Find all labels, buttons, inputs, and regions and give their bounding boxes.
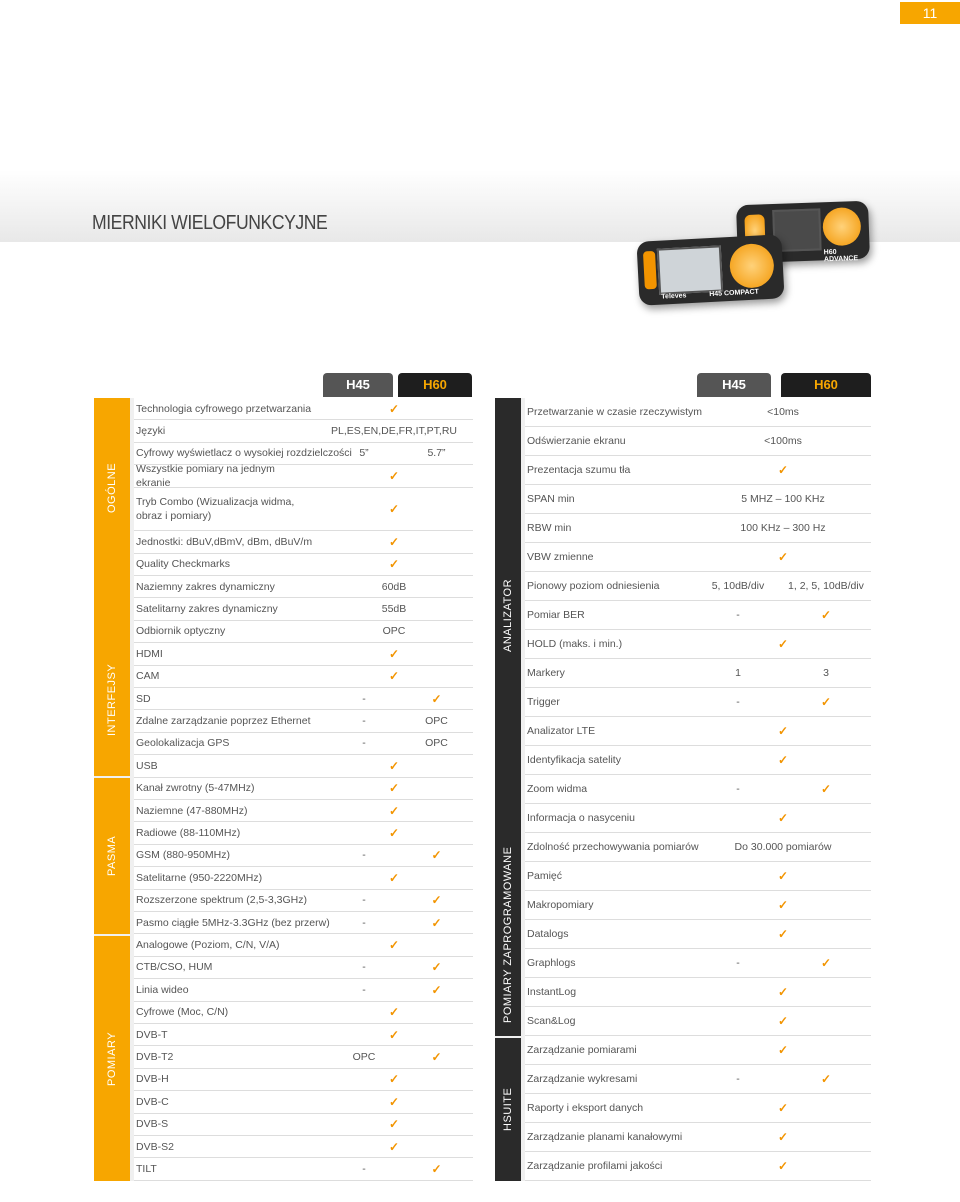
left-row-h45: - bbox=[362, 849, 366, 862]
left-row-label: Cyfrowy wyświetlacz o wysokiej rozdzielczości bbox=[136, 447, 352, 460]
right-row-value: <10ms bbox=[767, 406, 799, 418]
right-row bbox=[525, 920, 871, 949]
right-row-value: ✓ bbox=[777, 811, 789, 825]
right-row bbox=[525, 717, 871, 746]
right-row-value: ✓ bbox=[777, 1101, 789, 1115]
left-row-label: Satelitarny zakres dynamiczny bbox=[136, 603, 278, 616]
left-row bbox=[134, 576, 473, 598]
left-row-h45: - bbox=[362, 1163, 366, 1176]
left-row bbox=[134, 666, 473, 688]
left-row-value: ✓ bbox=[388, 557, 400, 572]
left-row-h60: ✓ bbox=[431, 982, 442, 997]
right-row bbox=[525, 572, 871, 601]
left-row bbox=[134, 554, 473, 576]
left-row-value: ✓ bbox=[388, 781, 400, 796]
left-row-value: ✓ bbox=[388, 803, 400, 818]
left-row-h45: OPC bbox=[352, 1051, 376, 1064]
left-row-h60: ✓ bbox=[431, 893, 442, 908]
left-row bbox=[134, 1158, 473, 1180]
right-row-h60: 1, 2, 5, 10dB/div bbox=[788, 580, 864, 592]
left-row-label: DVB-S bbox=[136, 1118, 169, 1131]
left-row bbox=[134, 1024, 473, 1046]
right-row bbox=[525, 1065, 871, 1094]
left-row-h60: OPC bbox=[425, 715, 448, 728]
right-row bbox=[525, 485, 871, 514]
left-row-label: Cyfrowe (Moc, C/N) bbox=[136, 1006, 229, 1019]
left-table bbox=[94, 398, 473, 1181]
device-advance-label: H60 ADVANCE bbox=[823, 248, 859, 264]
left-row-h45: - bbox=[362, 983, 366, 996]
left-row-label: Naziemny zakres dynamiczny bbox=[136, 580, 275, 593]
right-row-label: Trigger bbox=[527, 696, 560, 708]
left-row-h45: - bbox=[362, 715, 366, 728]
left-row bbox=[134, 845, 473, 867]
right-table-body bbox=[525, 398, 871, 1181]
left-row-value: 60dB bbox=[381, 580, 407, 593]
left-row-h45: - bbox=[362, 692, 366, 705]
left-row-value: ✓ bbox=[388, 938, 400, 953]
left-row-label: TILT bbox=[136, 1163, 157, 1176]
left-row bbox=[134, 733, 473, 755]
left-row-value: ✓ bbox=[388, 534, 400, 549]
left-row bbox=[134, 1002, 473, 1024]
left-row-value: ✓ bbox=[388, 669, 400, 684]
right-row-label: Graphlogs bbox=[527, 957, 576, 969]
section-ogolne: OGÓLNE bbox=[94, 398, 130, 578]
right-row-label: VBW zmienne bbox=[527, 551, 594, 563]
left-table-body bbox=[134, 398, 473, 1181]
left-row bbox=[134, 890, 473, 912]
left-row bbox=[134, 420, 473, 442]
right-row bbox=[525, 746, 871, 775]
page-title: MIERNIKI WIELOFUNKCYJNE bbox=[92, 212, 328, 234]
right-row bbox=[525, 659, 871, 688]
left-row-label: DVB-H bbox=[136, 1073, 169, 1086]
right-row bbox=[525, 775, 871, 804]
left-row bbox=[134, 643, 473, 665]
left-row-label: Satelitarne (950-2220MHz) bbox=[136, 871, 263, 884]
left-row bbox=[134, 979, 473, 1001]
left-row-value: 55dB bbox=[381, 603, 407, 616]
left-row bbox=[134, 531, 473, 553]
right-row-label: Pomiar BER bbox=[527, 609, 585, 621]
right-row-value: ✓ bbox=[777, 1043, 789, 1057]
left-row-h45: - bbox=[362, 894, 366, 907]
right-row-value: ✓ bbox=[777, 637, 789, 651]
right-row-h45: - bbox=[736, 696, 740, 708]
right-row-value: ✓ bbox=[777, 463, 789, 477]
left-row-label: Kanał zwrotny (5-47MHz) bbox=[136, 782, 255, 795]
right-row bbox=[525, 456, 871, 485]
left-row-value: ✓ bbox=[388, 1139, 400, 1154]
right-row bbox=[525, 427, 871, 456]
right-row-h45: - bbox=[736, 783, 740, 795]
left-row bbox=[134, 710, 473, 732]
left-row bbox=[134, 1046, 473, 1068]
right-row bbox=[525, 1094, 871, 1123]
right-row-label: Zarządzanie pomiarami bbox=[527, 1044, 637, 1056]
left-row-label: Geolokalizacja GPS bbox=[136, 737, 230, 750]
left-row bbox=[134, 1091, 473, 1113]
left-row-label: CAM bbox=[136, 670, 160, 683]
section-analizator: ANALIZATOR bbox=[495, 572, 521, 659]
right-row bbox=[525, 514, 871, 543]
right-row-value: ✓ bbox=[777, 869, 789, 883]
right-row bbox=[525, 398, 871, 427]
right-row bbox=[525, 1152, 871, 1181]
left-row-label: SD bbox=[136, 692, 151, 705]
left-row-h60: 5.7” bbox=[427, 447, 446, 460]
left-row bbox=[134, 688, 473, 710]
left-row-value: ✓ bbox=[388, 646, 400, 661]
left-row-value: ✓ bbox=[388, 1094, 400, 1109]
left-row-label: DVB-C bbox=[136, 1095, 169, 1108]
device-image-compact bbox=[636, 234, 784, 306]
right-row-h60: ✓ bbox=[820, 956, 832, 970]
right-row-label: Analizator LTE bbox=[527, 725, 596, 737]
left-row bbox=[134, 867, 473, 889]
right-row-h45: - bbox=[736, 609, 740, 621]
right-row-label: Pionowy poziom odniesienia bbox=[527, 580, 660, 592]
left-row-label: Wszystkie pomiary na jednym ekranie bbox=[136, 463, 275, 490]
right-row bbox=[525, 862, 871, 891]
right-row-value: ✓ bbox=[777, 1130, 789, 1144]
section-pasma: PASMA bbox=[94, 778, 130, 934]
right-row-value: ✓ bbox=[777, 753, 789, 767]
right-row-h60: ✓ bbox=[820, 608, 832, 622]
left-row-label: Pasmo ciągłe 5MHz-3.3GHz (bez przerw) bbox=[136, 916, 330, 929]
left-row bbox=[134, 1136, 473, 1158]
right-row bbox=[525, 630, 871, 659]
left-row bbox=[134, 621, 473, 643]
left-row-label: Zdalne zarządzanie poprzez Ethernet bbox=[136, 715, 311, 728]
left-row-value: ✓ bbox=[388, 1117, 400, 1132]
section-pomiary: POMIARY bbox=[94, 936, 130, 1181]
left-row-h60: OPC bbox=[425, 737, 448, 750]
left-row-label: Jednostki: dBuV,dBmV, dBm, dBuV/m bbox=[136, 535, 313, 548]
right-row-h45: - bbox=[736, 957, 740, 969]
left-row-h60: ✓ bbox=[431, 915, 442, 930]
left-row bbox=[134, 755, 473, 777]
left-row-value: ✓ bbox=[388, 1005, 400, 1020]
right-row-value: ✓ bbox=[777, 550, 789, 564]
left-row-label: Naziemne (47-880MHz) bbox=[136, 804, 248, 817]
right-row bbox=[525, 1007, 871, 1036]
right-row bbox=[525, 1123, 871, 1152]
right-row bbox=[525, 1036, 871, 1065]
right-row bbox=[525, 688, 871, 717]
right-row bbox=[525, 543, 871, 572]
device-compact-label: H45 COMPACT bbox=[709, 288, 760, 299]
left-row bbox=[134, 598, 473, 620]
left-row-label: CTB/CSO, HUM bbox=[136, 961, 213, 974]
right-row-label: Zarządzanie profilami jakości bbox=[527, 1160, 663, 1172]
left-row-label: USB bbox=[136, 759, 158, 772]
right-row-label: Zarządzanie wykresami bbox=[527, 1073, 638, 1085]
left-header-h60: H60 bbox=[398, 373, 472, 397]
right-row-label: InstantLog bbox=[527, 986, 577, 998]
left-row-value: ✓ bbox=[388, 1072, 400, 1087]
right-row bbox=[525, 804, 871, 833]
left-row-label: Linia wideo bbox=[136, 983, 189, 996]
left-row-h60: ✓ bbox=[431, 960, 442, 975]
right-row-label: Makropomiary bbox=[527, 899, 594, 911]
left-row-h60: ✓ bbox=[431, 1162, 442, 1177]
section-interfejsy: INTERFEJSY bbox=[94, 623, 130, 776]
left-row bbox=[134, 934, 473, 956]
left-row-h60: ✓ bbox=[431, 691, 442, 706]
left-row-value: OPC bbox=[382, 625, 406, 638]
right-header-h45: H45 bbox=[697, 373, 771, 397]
right-row-label: Przetwarzanie w czasie rzeczywistym bbox=[527, 406, 703, 418]
right-row-h60: ✓ bbox=[820, 1072, 832, 1086]
left-row bbox=[134, 1069, 473, 1091]
right-row-label: Identyfikacja satelity bbox=[527, 754, 621, 766]
left-row-value: ✓ bbox=[388, 870, 400, 885]
left-row-label: DVB-T2 bbox=[136, 1051, 174, 1064]
left-row bbox=[134, 398, 473, 420]
left-row bbox=[134, 800, 473, 822]
left-row bbox=[134, 778, 473, 800]
left-row-label: HDMI bbox=[136, 647, 163, 660]
right-row-h45: 5, 10dB/div bbox=[711, 580, 765, 592]
left-row-value: ✓ bbox=[388, 469, 400, 484]
right-row-label: Prezentacja szumu tła bbox=[527, 464, 631, 476]
right-row-value: ✓ bbox=[777, 724, 789, 738]
left-row-label: Tryb Combo (Wizualizacja widma, obraz i pomiary) bbox=[136, 496, 295, 523]
right-row-h60: ✓ bbox=[820, 695, 832, 709]
left-row bbox=[134, 1114, 473, 1136]
left-row-value: PL,ES,EN,DE,FR,IT,PT,RU bbox=[330, 425, 458, 438]
right-row-label: Informacja o nasyceniu bbox=[527, 812, 635, 824]
right-row-h60: ✓ bbox=[820, 782, 832, 796]
left-row-label: Quality Checkmarks bbox=[136, 558, 230, 571]
right-row-value: 100 KHz – 300 Hz bbox=[740, 522, 826, 534]
left-row-label: DVB-T bbox=[136, 1028, 168, 1041]
right-row-value: ✓ bbox=[777, 1014, 789, 1028]
left-header-h45: H45 bbox=[323, 373, 393, 397]
right-row-value: ✓ bbox=[777, 985, 789, 999]
right-row-value: ✓ bbox=[777, 927, 789, 941]
right-row-h45: 1 bbox=[735, 667, 741, 679]
left-row-label: Analogowe (Poziom, C/N, V/A) bbox=[136, 939, 280, 952]
left-row bbox=[134, 912, 473, 934]
left-row-h45: 5” bbox=[359, 447, 369, 460]
left-row-label: Języki bbox=[136, 425, 166, 438]
right-row-value: ✓ bbox=[777, 898, 789, 912]
right-row-h60: 3 bbox=[823, 667, 829, 679]
right-row bbox=[525, 601, 871, 630]
left-row-label: DVB-S2 bbox=[136, 1140, 174, 1153]
section-hsuite: HSUITE bbox=[495, 1038, 521, 1181]
right-row-label: Zoom widma bbox=[527, 783, 588, 795]
page-number: 11 bbox=[900, 2, 960, 24]
left-row-label: Rozszerzone spektrum (2,5-3,3GHz) bbox=[136, 894, 307, 907]
left-row-value: ✓ bbox=[388, 1027, 400, 1042]
section-pomiary-zaprogramowane: POMIARY ZAPROGRAMOWANE bbox=[495, 833, 521, 1036]
right-row-label: Pamięć bbox=[527, 870, 563, 882]
left-row-h45: - bbox=[362, 916, 366, 929]
right-row-value: Do 30.000 pomiarów bbox=[734, 841, 832, 853]
right-row-label: Markery bbox=[527, 667, 565, 679]
left-row-value: ✓ bbox=[388, 502, 400, 517]
left-row bbox=[134, 957, 473, 979]
left-row-h45: - bbox=[362, 737, 366, 750]
right-row-label: Raporty i eksport danych bbox=[527, 1102, 644, 1114]
left-row bbox=[134, 488, 473, 531]
left-row-label: Odbiornik optyczny bbox=[136, 625, 226, 638]
right-row-value: 5 MHZ – 100 KHz bbox=[741, 493, 825, 505]
right-row-label: Odświerzanie ekranu bbox=[527, 435, 626, 447]
right-row-value: ✓ bbox=[777, 1159, 789, 1173]
right-header-h60: H60 bbox=[781, 373, 871, 397]
left-row bbox=[134, 465, 473, 488]
left-row-h60: ✓ bbox=[431, 848, 442, 863]
right-row-label: RBW min bbox=[527, 522, 572, 534]
right-row bbox=[525, 949, 871, 978]
right-row-label: Zdolność przechowywania pomiarów bbox=[527, 841, 699, 853]
right-row-label: Scan&Log bbox=[527, 1015, 576, 1027]
left-row-label: Radiowe (88-110MHz) bbox=[136, 827, 241, 840]
left-row-label: Technologia cyfrowego przetwarzania bbox=[136, 402, 312, 415]
device-brand-label: Televes bbox=[661, 292, 687, 301]
left-row-value: ✓ bbox=[388, 401, 400, 416]
right-row bbox=[525, 891, 871, 920]
right-row-label: SPAN min bbox=[527, 493, 575, 505]
right-row bbox=[525, 978, 871, 1007]
right-row-label: Zarządzanie planami kanałowymi bbox=[527, 1131, 683, 1143]
right-row-h45: - bbox=[736, 1073, 740, 1085]
left-row-h45: - bbox=[362, 961, 366, 974]
left-row-value: ✓ bbox=[388, 758, 400, 773]
right-table bbox=[495, 398, 871, 1181]
right-row bbox=[525, 833, 871, 862]
left-row-label: GSM (880-950MHz) bbox=[136, 849, 230, 862]
left-row-h60: ✓ bbox=[431, 1050, 442, 1065]
right-row-label: Datalogs bbox=[527, 928, 569, 940]
right-row-label: HOLD (maks. i min.) bbox=[527, 638, 623, 650]
left-row bbox=[134, 822, 473, 844]
left-row-value: ✓ bbox=[388, 826, 400, 841]
right-row-value: <100ms bbox=[764, 435, 802, 447]
